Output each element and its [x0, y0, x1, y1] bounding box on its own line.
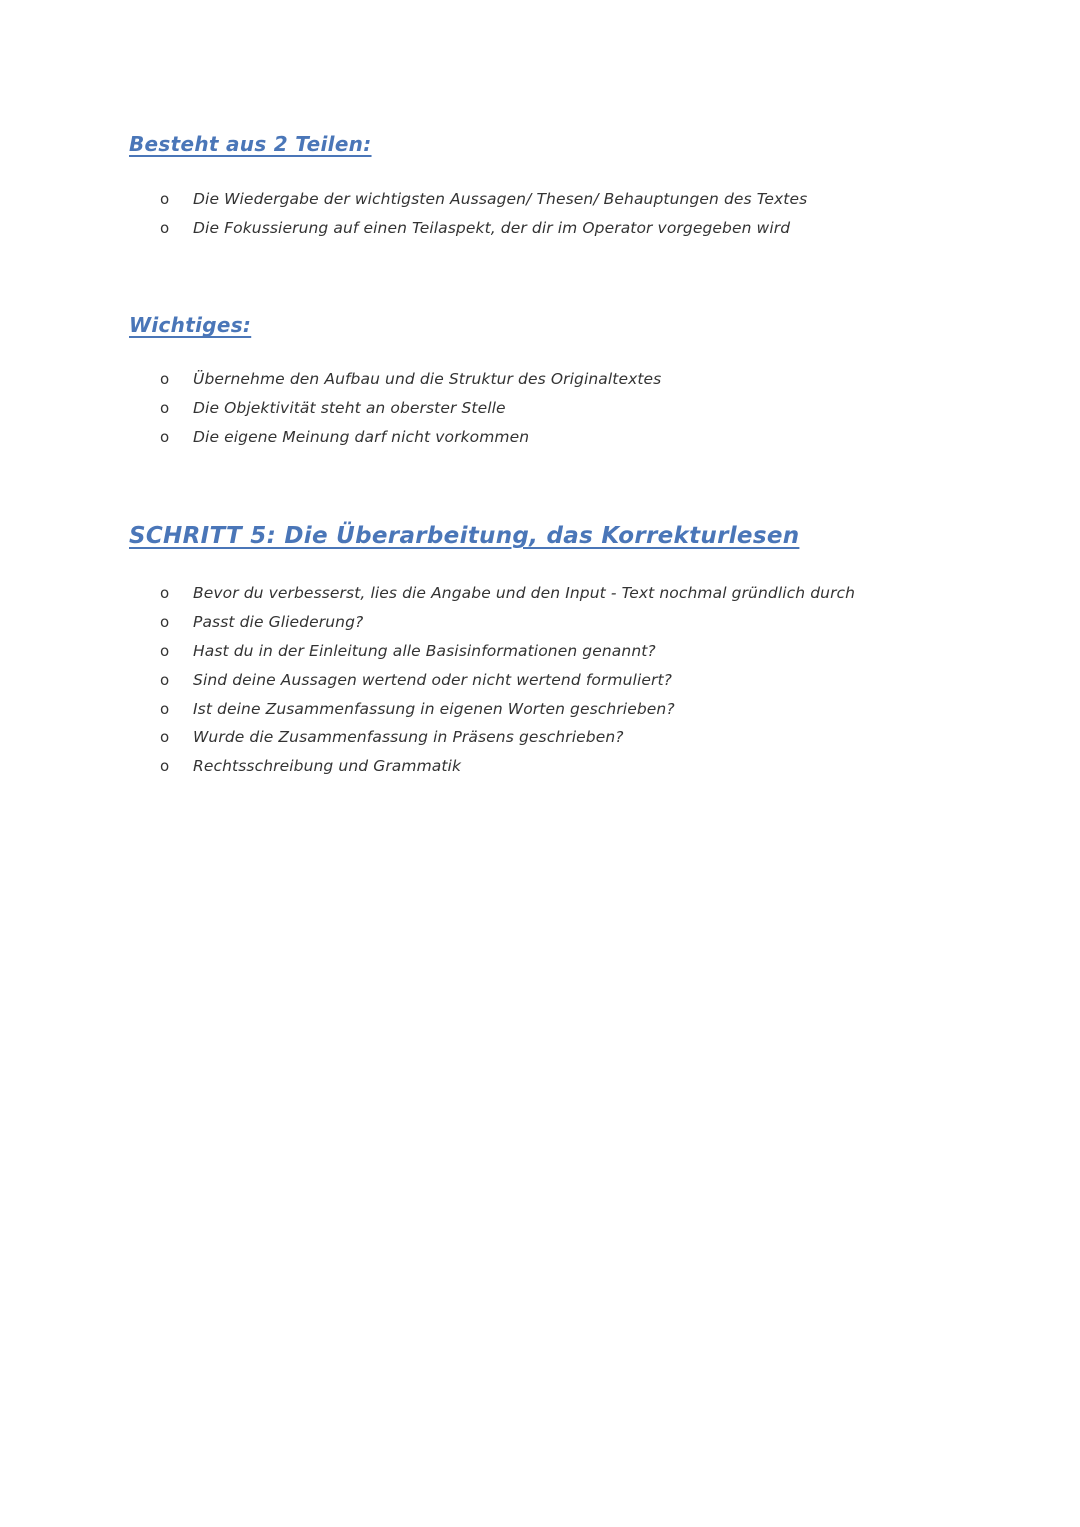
- section-heading-schritt-5: SCHRITT 5: Die Überarbeitung, das Korrekturlesen: [129, 523, 800, 549]
- list-item: [160, 723, 855, 752]
- list-item-text: Die Objektivität steht an oberster Stelle: [193, 399, 506, 418]
- list-item: [160, 608, 855, 637]
- list-item-text: Die Fokussierung auf einen Teilaspekt, der dir im Operator vorgegeben wird: [193, 219, 791, 238]
- list-item-text: Sind deine Aussagen wertend oder nicht wertend formuliert?: [193, 670, 672, 689]
- list-item-text: Bevor du verbesserst, lies die Angabe und den Input - Text nochmal gründlich durch: [193, 584, 856, 603]
- bullet-icon: o: [160, 757, 170, 776]
- list-item: [160, 579, 855, 608]
- bullet-icon: o: [160, 670, 170, 689]
- bullet-icon: o: [160, 613, 170, 632]
- list-besteht: [160, 185, 807, 243]
- list-item-text: Wurde die Zusammenfassung in Präsens geschrieben?: [193, 728, 624, 747]
- list-wichtiges: [160, 365, 661, 451]
- list-item: [160, 365, 661, 394]
- bullet-icon: o: [160, 190, 170, 209]
- section-heading-wichtiges: Wichtiges:: [129, 313, 252, 337]
- section-heading-besteht: Besteht aus 2 Teilen:: [129, 132, 372, 156]
- bullet-icon: o: [160, 427, 170, 446]
- list-item: [160, 394, 661, 423]
- list-item-text: Hast du in der Einleitung alle Basisinformationen genannt?: [193, 641, 656, 660]
- list-item-text: Rechtsschreibung und Grammatik: [193, 757, 462, 776]
- bullet-icon: o: [160, 728, 170, 747]
- list-item-text: Passt die Gliederung?: [193, 613, 364, 632]
- list-item-text: Ist deine Zusammenfassung in eigenen Worten geschrieben?: [193, 699, 675, 718]
- list-item: [160, 214, 807, 243]
- bullet-icon: o: [160, 399, 170, 418]
- list-item: [160, 637, 855, 666]
- list-item-text: Die eigene Meinung darf nicht vorkommen: [193, 427, 530, 446]
- list-item: [160, 185, 807, 214]
- bullet-icon: o: [160, 370, 170, 389]
- list-item: [160, 665, 855, 694]
- list-item: [160, 423, 661, 452]
- bullet-icon: o: [160, 584, 170, 603]
- list-item: [160, 752, 855, 781]
- bullet-icon: o: [160, 219, 170, 238]
- bullet-icon: o: [160, 641, 170, 660]
- list-item-text: Die Wiedergabe der wichtigsten Aussagen/ Thesen/ Behauptungen des Textes: [193, 190, 808, 209]
- bullet-icon: o: [160, 699, 170, 718]
- list-item-text: Übernehme den Aufbau und die Struktur des Originaltextes: [193, 370, 662, 389]
- list-schritt-5: [160, 579, 855, 781]
- list-item: [160, 694, 855, 723]
